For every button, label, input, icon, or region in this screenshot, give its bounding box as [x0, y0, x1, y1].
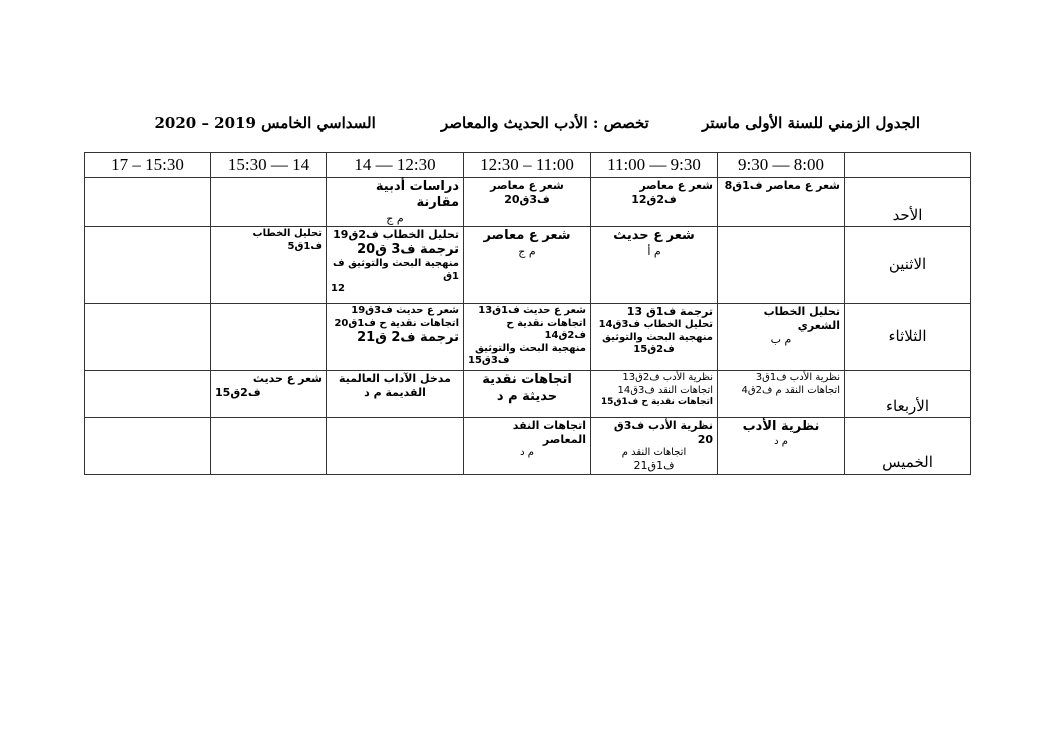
cell-line: 12 — [331, 283, 345, 295]
schedule-cell — [591, 227, 718, 304]
schedule-cell — [591, 418, 718, 475]
cell-line: القديمة م د — [364, 386, 426, 399]
cell-line: شعر ع حديث — [613, 228, 695, 244]
header-cell: 11:00 – 12:30 — [464, 153, 591, 178]
cell-line: اتجاهات النقد م — [621, 446, 687, 458]
header-cell: 15:30 – 17 — [85, 153, 211, 178]
schedule-cell — [464, 227, 591, 304]
schedule-cell — [327, 371, 464, 418]
schedule-cell — [327, 304, 464, 371]
cell-line: اتجاهات نقدية ح ف1ق20 — [334, 317, 459, 329]
title-semester: السداسي الخامس 2019 – 2020 — [154, 114, 376, 132]
schedule-cell — [591, 178, 718, 227]
cell-line: شعر ع حديث ف3ق19 — [351, 305, 459, 317]
schedule-cell — [85, 418, 211, 475]
day-label: الاثنين — [845, 227, 971, 304]
schedule-cell — [85, 304, 211, 371]
schedule-table — [84, 152, 971, 475]
schedule-cell — [211, 418, 327, 475]
cell-line: مدخل الآداب العالمية — [339, 372, 451, 386]
cell-line: نظرية الأدب ف1ق3 — [755, 372, 840, 384]
cell-line: ف2ق15 — [633, 344, 675, 355]
cell-line: تحليل الخطاب ف1ق5 — [252, 228, 322, 252]
schedule-cell — [718, 371, 845, 418]
schedule-cell — [591, 371, 718, 418]
cell-line: م ب — [770, 332, 792, 346]
cell-line: اتجاهات نقدية ح ف2ق14 — [506, 317, 586, 342]
cell-line: م د — [774, 435, 788, 447]
title-program: الجدول الزمني للسنة الأولى ماستر — [702, 114, 920, 132]
table-row — [85, 178, 971, 227]
cell-line: ترجمة ف2 ق21 — [357, 330, 459, 346]
cell-line: م ج — [386, 211, 404, 225]
cell-line: ف1ق21 — [633, 459, 675, 473]
cell-line: شعر ع حديث ف1ق13 — [478, 305, 586, 317]
schedule-cell — [464, 304, 591, 371]
day-label: الأحد — [845, 178, 971, 227]
schedule-cell — [211, 371, 327, 418]
day-label: الخميس — [845, 418, 971, 475]
schedule-cell — [718, 418, 845, 475]
schedule-cell — [464, 178, 591, 227]
cell-line: دراسات أدبية مقارنة — [375, 179, 459, 211]
cell-line: ف3ق15 — [468, 355, 510, 367]
cell-line: حديثة م د — [496, 388, 558, 404]
header-cell: 9:30 — 11:00 — [591, 153, 718, 178]
header-row — [85, 153, 971, 178]
header-cell: 12:30 — 14 — [327, 153, 464, 178]
cell-line: تحليل الخطاب ف2ق19 — [333, 228, 459, 242]
schedule-cell — [718, 304, 845, 371]
cell-line: شعر ع حديث — [252, 372, 322, 386]
cell-line: تحليل الخطاب الشعري — [763, 305, 840, 332]
cell-line: م أ — [647, 244, 661, 258]
schedule-cell — [464, 418, 591, 475]
table-row — [85, 304, 971, 371]
cell-line: شعر ع معاصر — [483, 228, 571, 244]
schedule-cell — [85, 178, 211, 227]
table-row — [85, 418, 971, 475]
cell-line: ف3ق20 — [504, 192, 550, 206]
schedule-cell — [464, 371, 591, 418]
page-title — [130, 114, 920, 132]
header-cell — [845, 153, 971, 178]
cell-line: شعر ع معاصر — [490, 179, 564, 192]
cell-line: منهجية البحث والتوثيق — [475, 342, 586, 354]
cell-line: تحليل الخطاب ف3ق14 — [598, 319, 713, 330]
schedule-cell — [211, 178, 327, 227]
cell-line: ف2ق15 — [215, 386, 261, 399]
schedule-cell — [85, 227, 211, 304]
cell-line: م د — [520, 446, 534, 458]
schedule-cell — [327, 418, 464, 475]
cell-line: نظرية الأدب — [742, 419, 820, 435]
table-row — [85, 227, 971, 304]
schedule-cell — [591, 304, 718, 371]
schedule-cell — [211, 304, 327, 371]
cell-line: منهجية البحث والتوثيق — [602, 331, 713, 343]
schedule-cell — [718, 227, 845, 304]
title-specialty: تخصص : الأدب الحديث والمعاصر — [440, 114, 649, 132]
header-cell: 8:00 — 9:30 — [718, 153, 845, 178]
schedule-cell — [85, 371, 211, 418]
cell-line: منهجية البحث والتوثيق ف 1ق — [333, 258, 459, 282]
day-label: الأربعاء — [845, 371, 971, 418]
cell-line: اتجاهات النقد م ف2ق4 — [741, 384, 840, 396]
header-cell: 14 — 15:30 — [211, 153, 327, 178]
cell-line: اتجاهات نقدية ح ف1ق15 — [600, 397, 713, 408]
cell-line: اتجاهات النقد ف3ق14 — [617, 384, 713, 396]
schedule-cell — [327, 227, 464, 304]
schedule-cell — [211, 227, 327, 304]
cell-line: ف2ق12 — [631, 192, 677, 206]
cell-line: ترجمة ف3 ق20 — [357, 242, 459, 257]
cell-line: اتجاهات نقدية — [482, 372, 572, 388]
day-label: الثلاثاء — [845, 304, 971, 371]
cell-line: نظرية الأدب ف3ق 20 — [613, 419, 713, 446]
schedule-cell — [718, 178, 845, 227]
cell-line: ترجمة ف1ق 13 — [626, 305, 713, 319]
cell-line: شعر ع معاصر ف1ق8 — [724, 179, 840, 192]
cell-line: شعر ع معاصر — [639, 179, 713, 192]
cell-line: اتجاهات النقد المعاصر — [512, 419, 586, 446]
schedule-cell — [327, 178, 464, 227]
table-row — [85, 371, 971, 418]
cell-line: م ج — [518, 244, 536, 258]
cell-line: نظرية الأدب ف2ق13 — [622, 372, 713, 384]
